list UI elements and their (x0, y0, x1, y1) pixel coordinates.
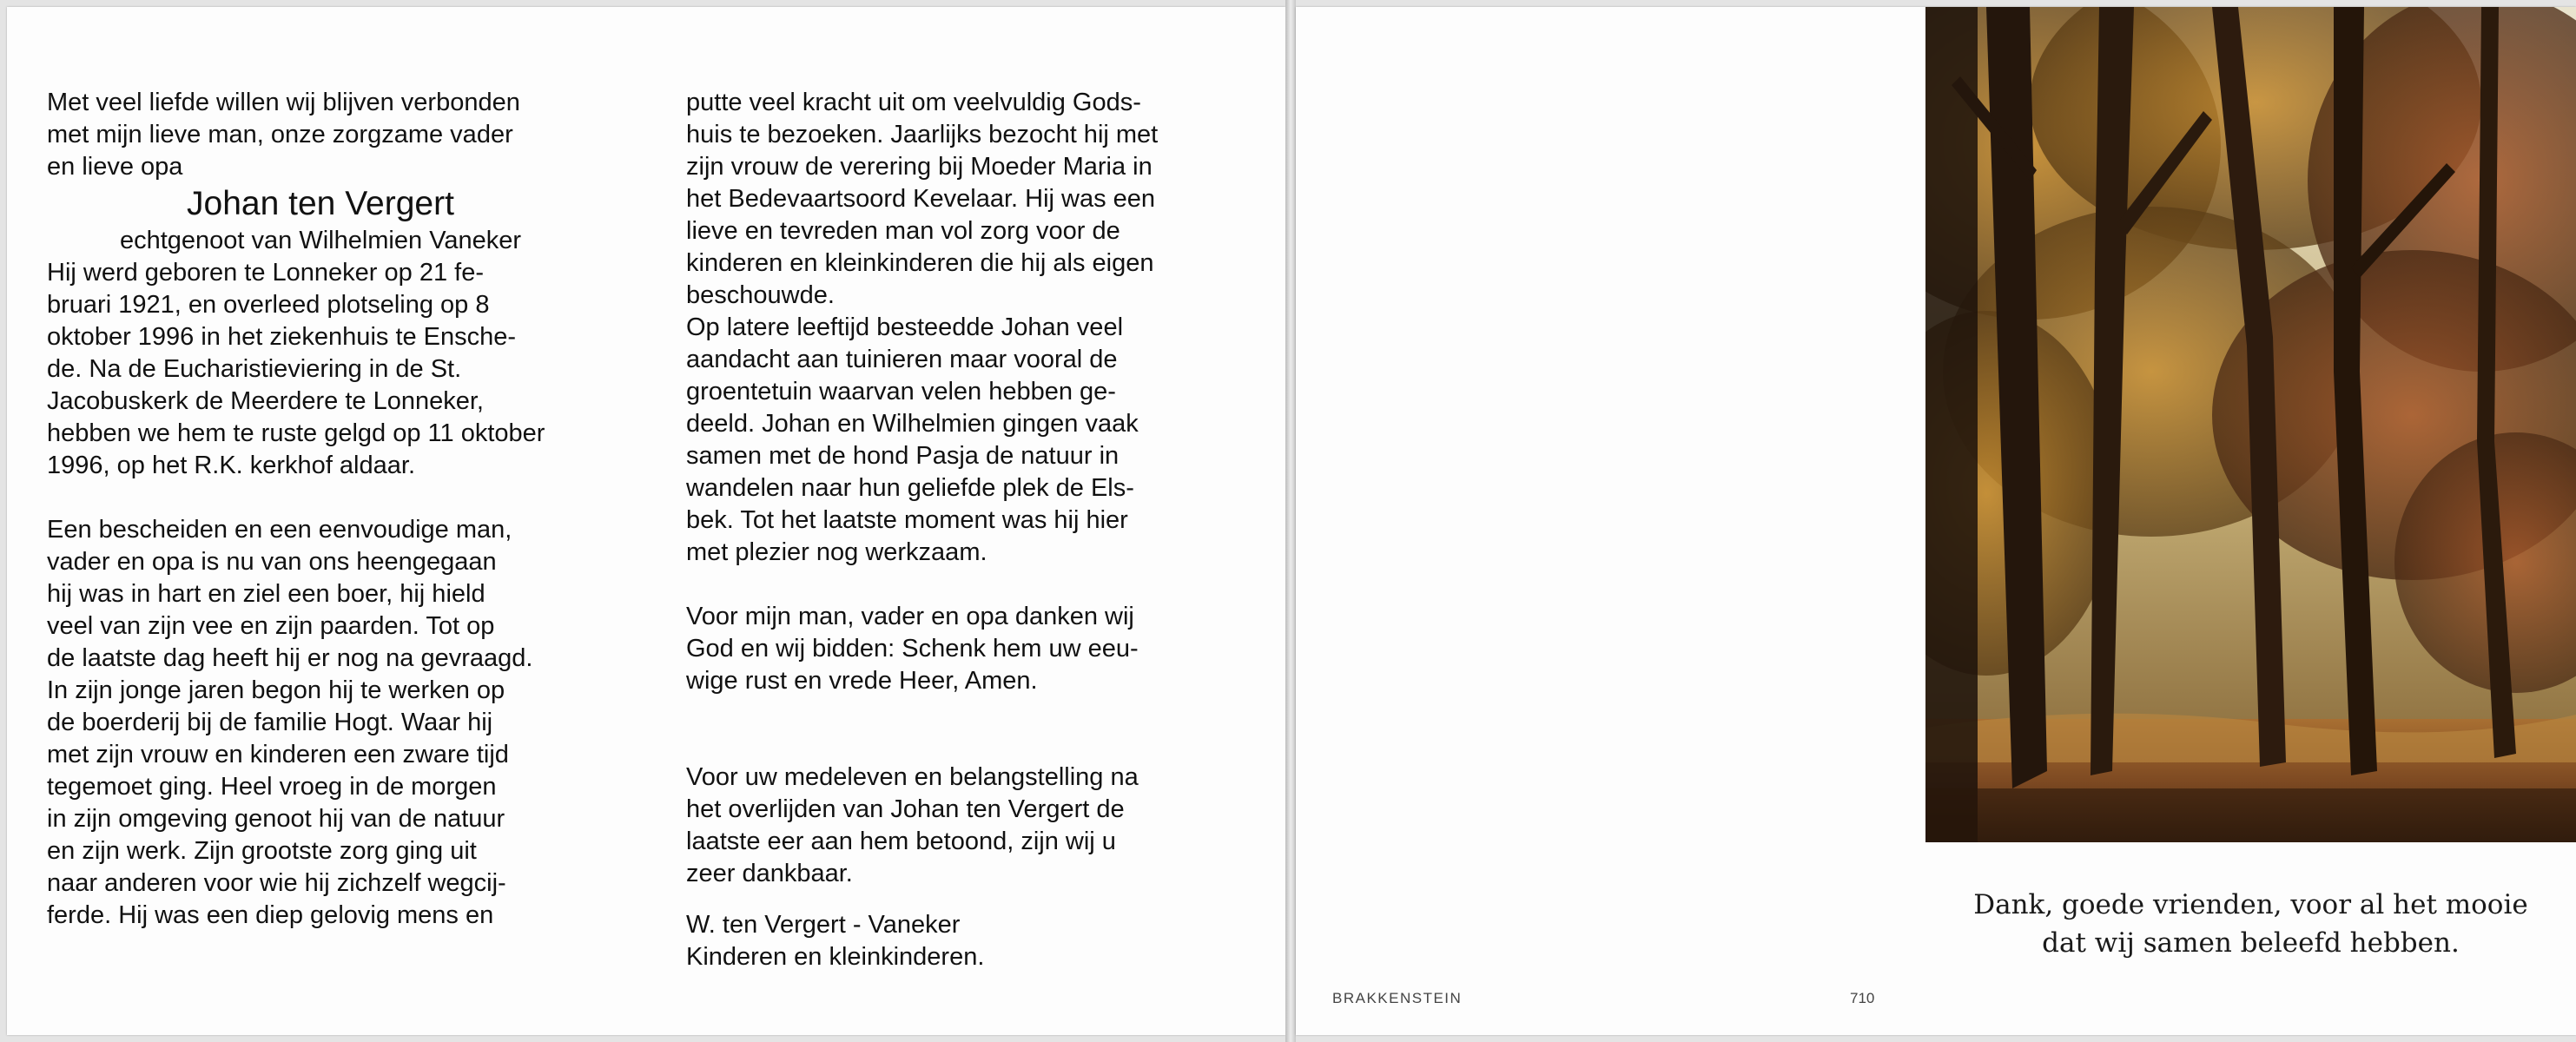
right-column (686, 87, 1233, 973)
deceased-name: Johan ten Vergert (187, 185, 454, 222)
prayer-text: Voor mijn man, vader en opa danken wij God en wij bidden: Schenk hem uw eeu- wige rust en vrede Heer, Amen. (686, 603, 1139, 695)
right-page (1296, 7, 2576, 1035)
autumn-forest-photo (1925, 7, 2576, 842)
biography-paragraph-2: Een bescheiden en een eenvoudige man, vader en opa is nu van ons heengegaan hij was in hart en ziel een boer, hij hield veel van zijn vee en zijn paarden. Tot op de laatste dag heeft hij er nog na gevraagd. In zijn jonge jaren begon hij te werken op de boerderij bij de familie Hogt. Waar hij met zijn vrouw en kinderen een zware tijd tegemoet ging. Heel vroeg in de morgen in zijn omgeving genoot hij van de natuur en zijn werk. Zijn grootste zorg ging uit naar anderen voor wie hij zichzelf wegcij- ferde. Hij was een diep gelovig mens en (47, 516, 533, 929)
left-column (47, 87, 594, 932)
signature: W. ten Vergert - Vaneker Kinderen en kleinkinderen. (686, 911, 985, 971)
caption-text: Dank, goede vrienden, voor al het mooie dat wij samen beleefd hebben. (1973, 889, 2528, 959)
opening-text: Met veel liefde willen wij blijven verbonden met mijn lieve man, onze zorgzame vader en lieve opa (47, 89, 520, 181)
spacer (686, 729, 1233, 762)
biography-paragraph-1: Hij werd geboren te Lonneker op 21 fe- bruari 1921, en overleed plotseling op 8 oktober 1996 in het ziekenhuis te Ensche- de. Na de Eucharistieviering in de St. Jacobuskerk de Meerdere te Lonneker, hebben we hem te ruste gelgd op 11 oktober 1996, op het R.K. kerkhof aldaar. (47, 259, 545, 479)
spacer (686, 890, 1233, 909)
left-page (7, 7, 1285, 1035)
spacer (686, 569, 1233, 601)
publisher-label: BRAKKENSTEIN (1332, 990, 1463, 1006)
card-fold (1285, 0, 1296, 1042)
biography-paragraph-3: putte veel kracht uit om veelvuldig Gods- huis te bezoeken. Jaarlijks bezocht hij met zijn vrouw de verering bij Moeder Maria in het Bedevaartsoord Kevelaar. Hij was een lieve en tevreden man vol zorg voor de kinderen en kleinkinderen die hij als eigen beschouwde. Op latere leeftijd besteedde Johan veel aandacht aan tuinieren maar vooral de groentetuin waarvan velen hebben ge- deeld. Johan en Wilhelmien gingen vaak samen met de hond Pasja de natuur in wandelen naar hun geliefde plek de Els- bek. Tot het laatste moment was hij hier met plezier nog werkzaam. (686, 89, 1159, 566)
spacer (47, 482, 594, 514)
thank-you-text: Voor uw medeleven en belangstelling na het overlijden van Johan ten Vergert de laatste eer aan hem betoond, zijn wij u zeer dankbaar. (686, 763, 1139, 887)
spacer (686, 697, 1233, 729)
spouse-line: echtgenoot van Wilhelmien Vaneker (119, 227, 522, 254)
card-number: 710 (1850, 990, 1875, 1006)
